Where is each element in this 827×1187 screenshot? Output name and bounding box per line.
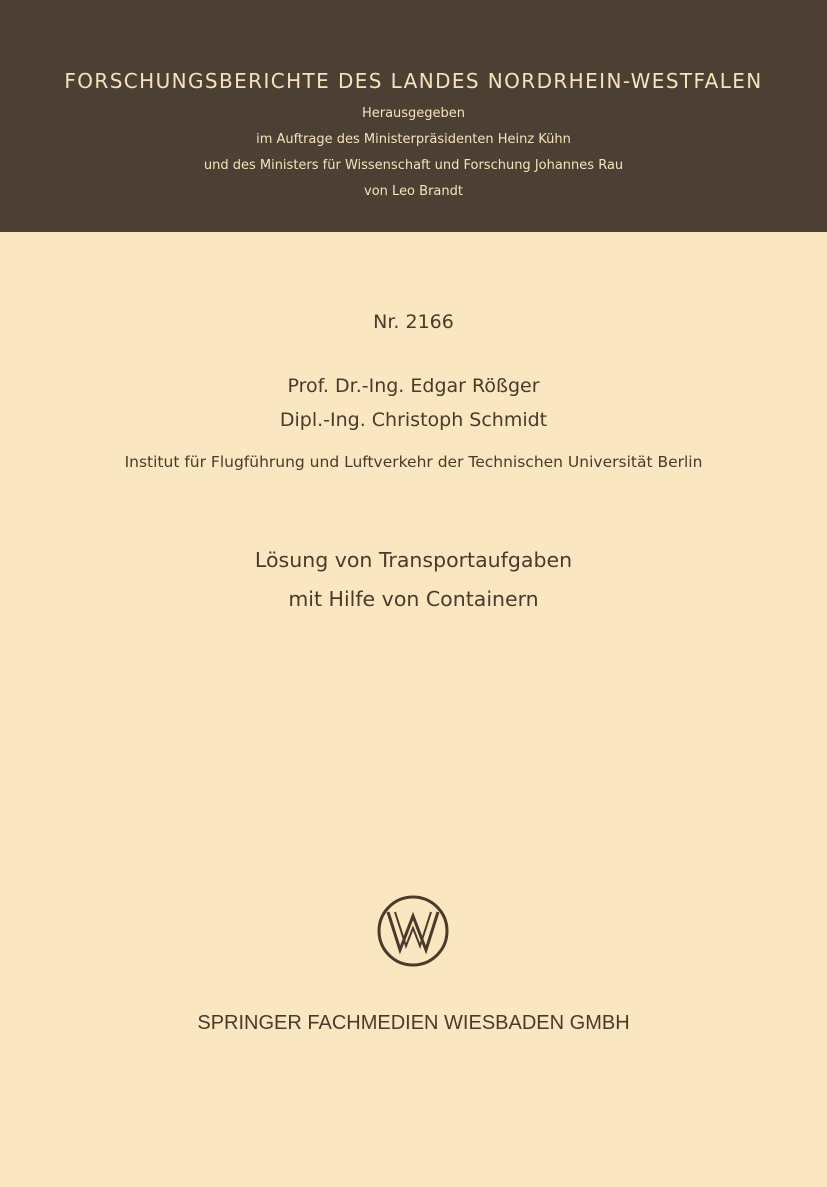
editor-line: im Auftrage des Ministerpräsidenten Heinz Kühn bbox=[256, 132, 571, 147]
publisher-name: SPRINGER FACHMEDIEN WIESBADEN GMBH bbox=[197, 1012, 630, 1034]
series-title: FORSCHUNGSBERICHTE DES LANDES NORDRHEIN-WESTFALEN bbox=[64, 69, 763, 93]
editor-line: Herausgegeben bbox=[361, 106, 466, 121]
book-title-line: mit Hilfe von Containern bbox=[288, 587, 539, 611]
author-name: Prof. Dr.-Ing. Edgar Rößger bbox=[287, 375, 540, 397]
book-title-line: Lösung von Transportaufgaben bbox=[254, 548, 573, 572]
report-number: Nr. 2166 bbox=[373, 311, 454, 333]
editor-line: und des Ministers für Wissenschaft und Forschung Johannes Rau bbox=[203, 158, 624, 173]
editor-line: von Leo Brandt bbox=[364, 184, 463, 199]
institute-name: Institut für Flugführung und Luftverkehr der Technischen Universität Berlin bbox=[124, 453, 703, 471]
series-header-band bbox=[0, 0, 827, 232]
author-name: Dipl.-Ing. Christoph Schmidt bbox=[279, 409, 548, 431]
publisher-logo-icon bbox=[376, 894, 450, 968]
